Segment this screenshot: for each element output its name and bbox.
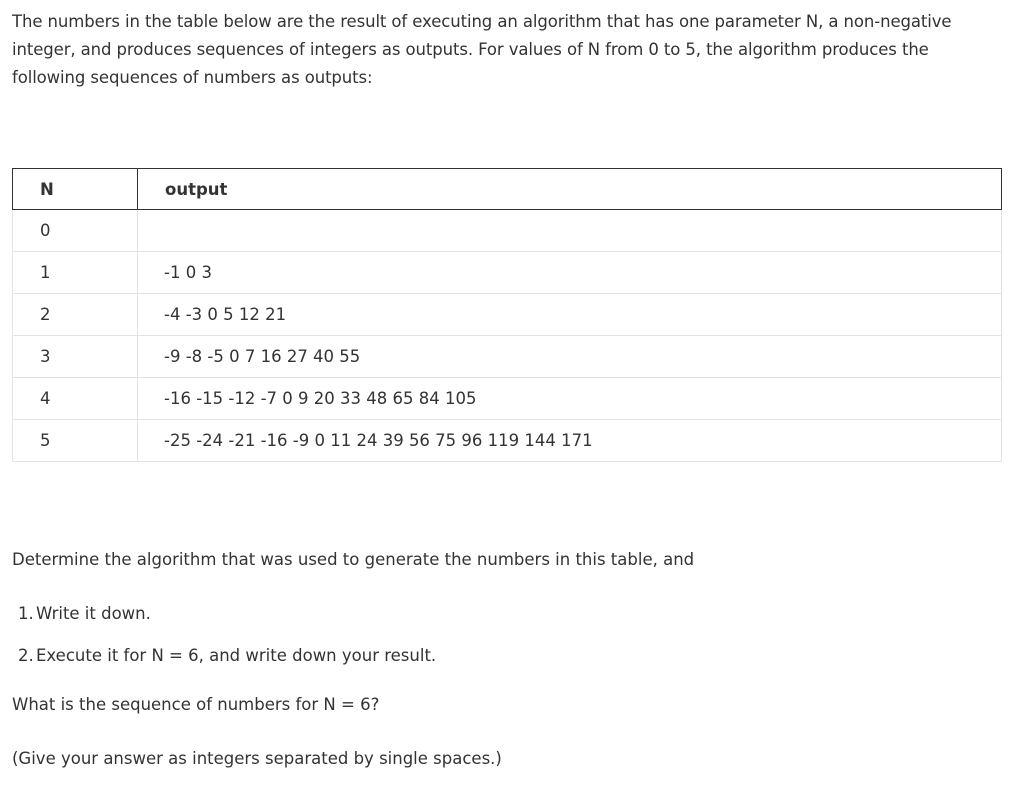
table-row <box>13 210 1002 252</box>
ask-paragraph: What is the sequence of numbers for N = 6? <box>12 695 380 714</box>
step-text: Execute it for N = 6, and write down your result. <box>36 646 437 665</box>
cell-n: 4 <box>13 378 138 420</box>
header-output: output <box>138 169 1002 210</box>
cell-output: -4 -3 0 5 12 21 <box>138 294 1002 336</box>
table-row <box>13 294 1002 336</box>
table-header-row <box>13 169 1002 210</box>
table-row <box>13 336 1002 378</box>
intro-paragraph: The numbers in the table below are the result of executing an algorithm that has one parameter N, a non-negative integer, and produces sequences of integers as outputs. For values of N from 0 to 5, the algorithm produces the following sequences of numbers as outputs: <box>12 12 952 87</box>
table-row <box>13 378 1002 420</box>
hint-paragraph: (Give your answer as integers separated by single spaces.) <box>12 749 502 768</box>
header-n: N <box>13 169 138 210</box>
list-item <box>18 600 436 642</box>
steps-list <box>18 600 436 684</box>
cell-n: 5 <box>13 420 138 462</box>
cell-output <box>138 210 1002 252</box>
step-text: Write it down. <box>36 604 151 623</box>
cell-n: 1 <box>13 252 138 294</box>
step-number: 1. <box>18 604 34 623</box>
table-row <box>13 420 1002 462</box>
cell-n: 3 <box>13 336 138 378</box>
cell-n: 2 <box>13 294 138 336</box>
question-paragraph: Determine the algorithm that was used to generate the numbers in this table, and <box>12 550 695 569</box>
cell-output: -25 -24 -21 -16 -9 0 11 24 39 56 75 96 119 144 171 <box>138 420 1002 462</box>
step-number: 2. <box>18 646 34 665</box>
sequence-table-container <box>12 168 1001 462</box>
cell-output: -1 0 3 <box>138 252 1002 294</box>
list-item <box>18 642 436 684</box>
table-row <box>13 252 1002 294</box>
cell-n: 0 <box>13 210 138 252</box>
cell-output: -9 -8 -5 0 7 16 27 40 55 <box>138 336 1002 378</box>
sequence-table <box>12 168 1002 462</box>
cell-output: -16 -15 -12 -7 0 9 20 33 48 65 84 105 <box>138 378 1002 420</box>
